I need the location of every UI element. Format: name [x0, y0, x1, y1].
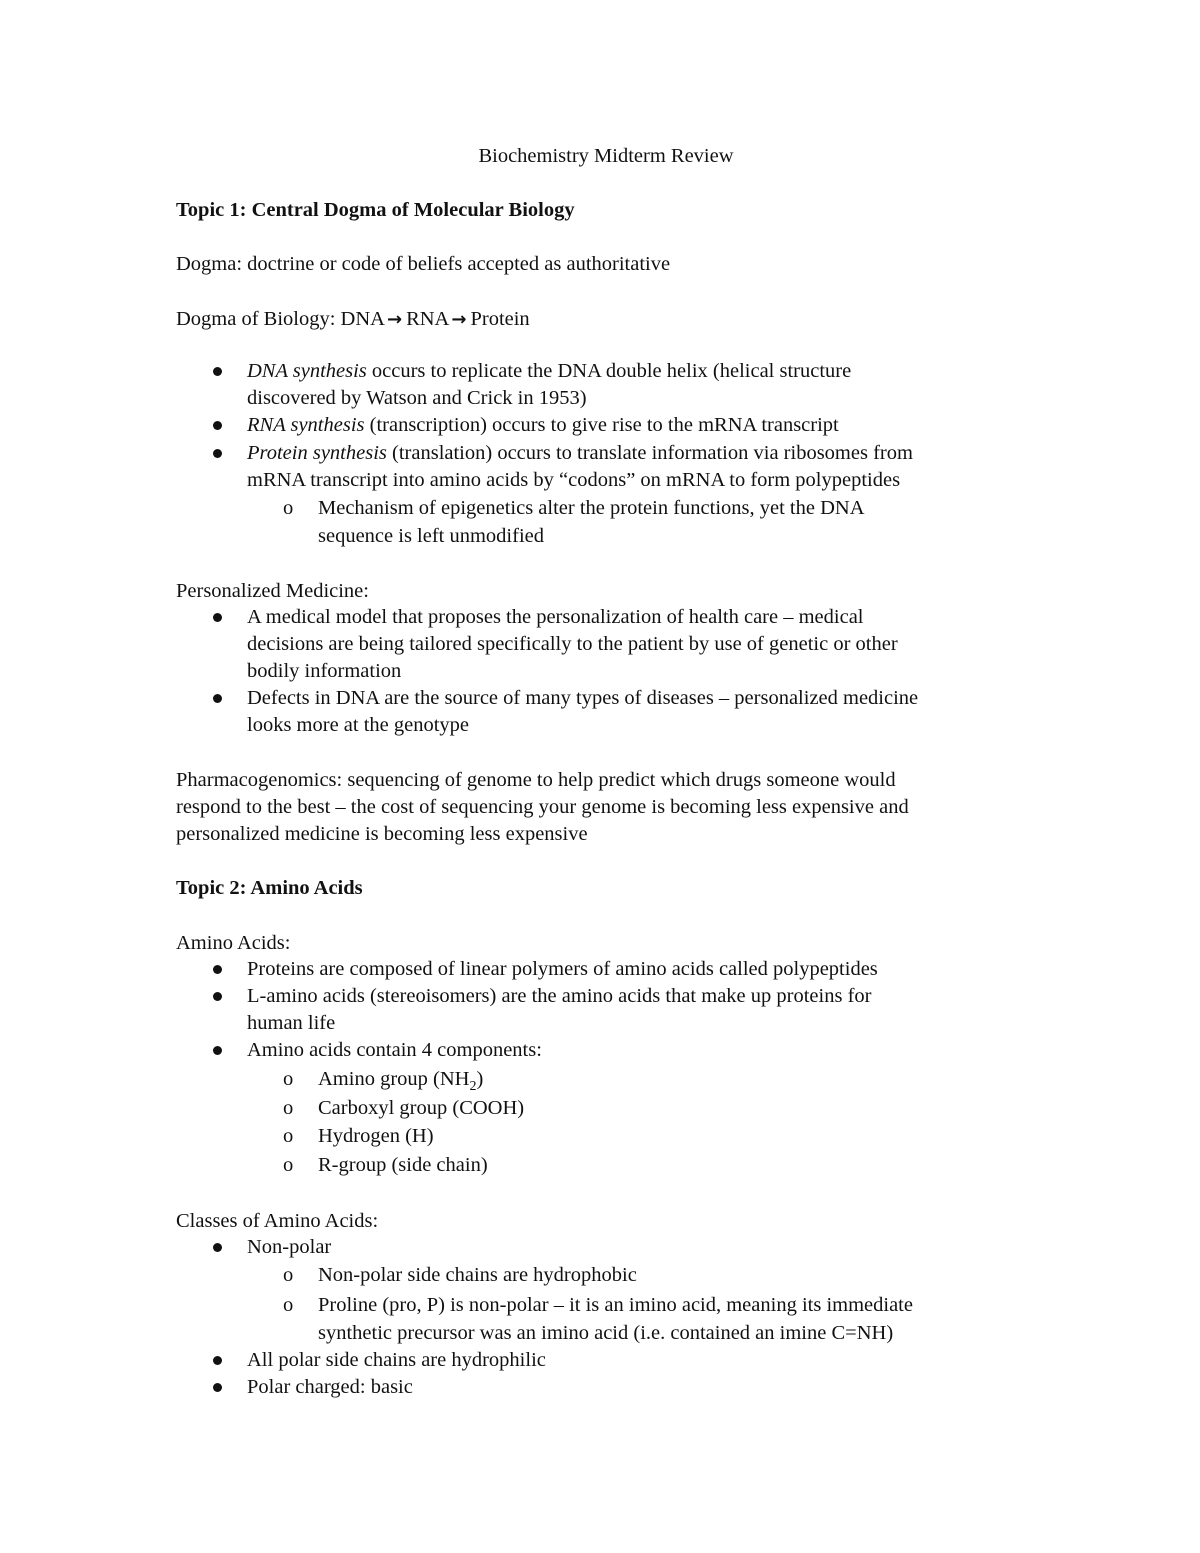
bullet-icon — [213, 449, 222, 458]
bullet-line: Non-polar — [247, 1236, 332, 1258]
component-label: Amino group (NH — [318, 1068, 470, 1090]
bullet-line: bodily information — [247, 660, 402, 682]
component-end: ) — [476, 1068, 484, 1090]
bullet-line: human life — [247, 1012, 336, 1034]
bullet-icon — [213, 1356, 222, 1365]
document-title: Biochemistry Midterm Review — [478, 145, 734, 167]
bullet-line: A medical model that proposes the personalization of health care – medical — [247, 606, 864, 628]
sub-bullet-marker: o — [283, 1294, 294, 1316]
sub-bullet-line: Mechanism of epigenetics alter the protein functions, yet the DNA — [318, 497, 865, 519]
term: RNA synthesis — [247, 414, 365, 436]
term: DNA synthesis — [247, 360, 367, 382]
bullet-line — [247, 358, 851, 385]
bullet-text: (translation) occurs to translate information via ribosomes from — [386, 442, 913, 464]
bullet-line: L-amino acids (stereoisomers) are the amino acids that make up proteins for — [247, 985, 872, 1007]
sub-bullet-line: synthetic precursor was an imino acid (i.e. contained an imine C=NH) — [318, 1322, 894, 1344]
pharma-line: personalized medicine is becoming less expensive — [176, 823, 588, 845]
bullet-line: mRNA transcript into amino acids by “codons” on mRNA to form polypeptides — [247, 469, 901, 491]
bullet-text: (transcription) occurs to give rise to the mRNA transcript — [364, 414, 839, 436]
sub-bullet-marker: o — [283, 1125, 294, 1147]
amino-acids-label: Amino Acids: — [176, 932, 291, 954]
bullet-line: decisions are being tailored specifically to the patient by use of genetic or other — [247, 633, 898, 655]
bullet-line: Defects in DNA are the source of many types of diseases – personalized medicine — [247, 687, 919, 709]
pharma-line: Pharmacogenomics: sequencing of genome to help predict which drugs someone would — [176, 769, 896, 791]
sub-bullet-marker: o — [283, 1154, 294, 1176]
dogma-mid: RNA — [406, 308, 450, 330]
dogma-prefix: Dogma of Biology: DNA — [176, 308, 385, 330]
pharma-line: respond to the best – the cost of sequencing your genome is becoming less expensive and — [176, 796, 909, 818]
classes-label: Classes of Amino Acids: — [176, 1210, 379, 1232]
sub-bullet-marker: o — [283, 497, 294, 519]
bullet-line: All polar side chains are hydrophilic — [247, 1349, 546, 1371]
sub-bullet-marker: o — [283, 1264, 294, 1286]
bullet-line: Amino acids contain 4 components: — [247, 1039, 542, 1061]
bullet-icon — [213, 694, 222, 703]
component-text: Hydrogen (H) — [318, 1125, 434, 1147]
sub-bullet-marker: o — [283, 1097, 294, 1119]
bullet-line: discovered by Watson and Crick in 1953) — [247, 387, 587, 409]
sub-bullet-line: Proline (pro, P) is non-polar – it is an imino acid, meaning its immediate — [318, 1294, 913, 1316]
bullet-icon — [213, 1243, 222, 1252]
dogma-definition: Dogma: doctrine or code of beliefs accepted as authoritative — [176, 253, 671, 275]
bullet-line — [247, 412, 839, 439]
bullet-icon — [213, 421, 222, 430]
topic1-heading: Topic 1: Central Dogma of Molecular Biology — [176, 199, 575, 221]
component-text: R-group (side chain) — [318, 1154, 488, 1176]
bullet-icon — [213, 613, 222, 622]
topic2-heading: Topic 2: Amino Acids — [176, 877, 363, 899]
bullet-icon — [213, 992, 222, 1001]
subscript: 2 — [469, 1079, 477, 1095]
sub-bullet-line: Non-polar side chains are hydrophobic — [318, 1264, 637, 1286]
bullet-icon — [213, 1046, 222, 1055]
bullet-line: Proteins are composed of linear polymers of amino acids called polypeptides — [247, 958, 878, 980]
bullet-line: Polar charged: basic — [247, 1376, 413, 1398]
bullet-icon — [213, 367, 222, 376]
component-text: Carboxyl group (COOH) — [318, 1097, 525, 1119]
sub-bullet-marker: o — [283, 1068, 294, 1090]
arrow-right-icon: → — [386, 309, 403, 330]
dogma-end: Protein — [470, 308, 530, 330]
personalized-label: Personalized Medicine: — [176, 580, 369, 602]
bullet-icon — [213, 1383, 222, 1392]
dogma-of-biology — [176, 305, 530, 334]
bullet-icon — [213, 965, 222, 974]
bullet-text: occurs to replicate the DNA double helix (helical structure — [366, 360, 852, 382]
bullet-line: looks more at the genotype — [247, 714, 470, 736]
bullet-line — [247, 440, 913, 467]
sub-bullet-line: sequence is left unmodified — [318, 525, 545, 547]
arrow-right-icon: → — [451, 309, 467, 330]
term: Protein synthesis — [247, 442, 387, 464]
